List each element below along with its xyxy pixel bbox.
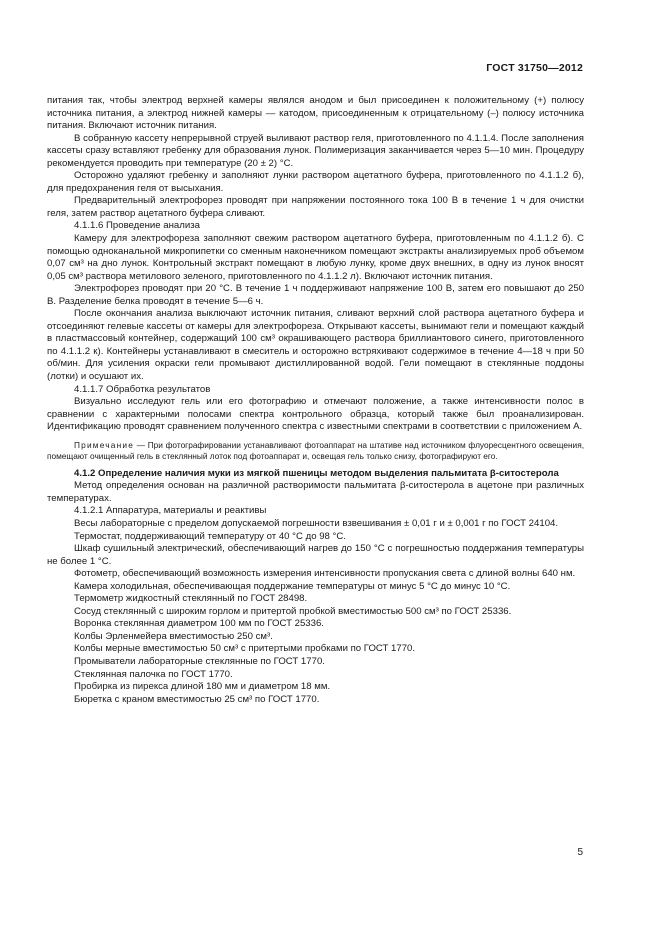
equipment-item: Колбы мерные вместимостью 50 см³ с притертыми пробками по ГОСТ 1770.: [74, 643, 416, 655]
subsection-title: 4.1.2.1 Аппаратура, материалы и реактивы: [74, 505, 267, 517]
equipment-item: Колбы Эрленмейера вместимостью 250 см³.: [74, 630, 273, 642]
equipment-item: Воронка стеклянная диаметром 100 мм по ГОСТ 25336.: [74, 618, 324, 630]
paragraph: питания так, чтобы электрод верхней камеры являлся анодом и был присоединен к положительному (+) полюсу источника питания, а электрод нижней камеры — катодом, присоединенным к отрицательному (–) полюсу источника питания. Включают источник питания.: [47, 95, 584, 132]
paragraph: Осторожно удаляют гребенку и заполняют лунки раствором ацетатного буфера, приготовленного по 4.1.1.2 б), для предохранения геля от высыхания.: [47, 170, 584, 194]
note-label: Примечание: [74, 439, 135, 450]
equipment-item: Пробирка из пирекса длиной 180 мм и диаметром 18 мм.: [74, 681, 331, 693]
equipment-item: Промыватели лабораторные стеклянные по ГОСТ 1770.: [74, 655, 325, 667]
paragraph: В собранную кассету непрерывной струей выливают раствор геля, приготовленного по 4.1.1.4. После заполнения кассеты сразу вставляют гребенку для образования лунок. Полимеризация заканчивается через 5—10 мин. Процедуру рекомендуется проводить при температуре (20 ± 2) °С.: [47, 132, 584, 169]
equipment-item: Шкаф сушильный электрический, обеспечивающий нагрев до 150 °С с погрешностью поддержания температуры не более 1 °С.: [47, 543, 584, 567]
equipment-item: Весы лабораторные с пределом допускаемой погрешности взвешивания ± 0,01 г и ± 0,001 г по ГОСТ 24104.: [74, 517, 559, 529]
page-number: 5: [577, 847, 583, 858]
subsection-title: 4.1.1.6 Проведение анализа: [74, 220, 200, 232]
note: [47, 440, 584, 462]
note-text: — При фотографировании устанавливают фотоаппарат на штативе над источником флуоресцентного освещения, помещают очищенный гель в стеклянный лоток под фотоаппарат и, освещая гель только снизу, фотографируют его.: [47, 439, 584, 461]
paragraph: Электрофорез проводят при 20 °С. В течение 1 ч поддерживают напряжение 100 В, затем его повышают до 250 В. Разделение белка проводят в течение 5—6 ч.: [47, 283, 584, 307]
equipment-item: Сосуд стеклянный с широким горлом и притертой пробкой вместимостью 500 см³ по ГОСТ 25336.: [74, 605, 512, 617]
equipment-item: Термометр жидкостный стеклянный по ГОСТ 28498.: [74, 593, 308, 605]
equipment-item: Термостат, поддерживающий температуру от 40 °С до 98 °С.: [74, 530, 346, 542]
section-heading: 4.1.2 Определение наличия муки из мягкой пшеницы методом выделения пальмитата β-ситостерола: [74, 467, 559, 479]
paragraph: Предварительный электрофорез проводят при напряжении постоянного тока 100 В в течение 1 ч для очистки геля, затем раствор ацетатного буфера сливают.: [47, 195, 584, 219]
equipment-item: Фотометр, обеспечивающий возможность измерения интенсивности пропускания света с длиной волны 640 нм.: [74, 568, 576, 580]
document-body: [47, 95, 584, 706]
paragraph: После окончания анализа выключают источник питания, сливают верхний слой раствора ацетатного буфера и отсоединяют гелевые кассеты от камеры для электрофореза. Открывают кассеты, вынимают гели и помещают каждый в пластмассовый контейнер, содержащий 100 см³ окрашивающего раствора бриллиантового синего, приготовленного по 4.1.1.2 к). Контейнеры устанавливают в смеситель и осторожно встряхивают содержимое в течение 4—18 ч при 50 об/мин. Для усиления окраски гели промывают дистиллированной водой. Гели помещают в стеклянные поддоны (лотки) и осушают их.: [47, 308, 584, 383]
subsection-title: 4.1.1.7 Обработка результатов: [74, 383, 211, 395]
paragraph: Визуально исследуют гель или его фотографию и отмечают положение, а также интенсивности полос в сравнении с характерными полосами спектра контрольного образца, который также был проанализирован. Идентификацию проводят сравнением полученного спектра с известными спектрами в соответствии с приложением А.: [47, 396, 584, 433]
equipment-item: Бюретка с краном вместимостью 25 см³ по ГОСТ 1770.: [74, 693, 320, 705]
paragraph: Камеру для электрофореза заполняют свежим раствором ацетатного буфера, приготовленным по 4.1.1.2 б). С помощью одноканальной микропипетки со сменным наконечником помещают экстракты анализируемых проб объемом 0,07 см³ на дно лунок. Контрольный экстракт помещают в любую лунку, кроме двух внешних, в одну из лунок вносят 0,05 см³ раствора метилового зеленого, приготовленного по 4.1.1.2 л). Включают источник питания.: [47, 233, 584, 282]
document-code-header: ГОСТ 31750—2012: [486, 62, 583, 74]
equipment-item: Камера холодильная, обеспечивающая поддержание температуры от минус 5 °С до минус 10 °С.: [74, 580, 511, 592]
equipment-item: Стеклянная палочка по ГОСТ 1770.: [74, 668, 233, 680]
paragraph: Метод определения основан на различной растворимости пальмитата β-ситостерола в ацетоне при различных температурах.: [47, 480, 584, 504]
